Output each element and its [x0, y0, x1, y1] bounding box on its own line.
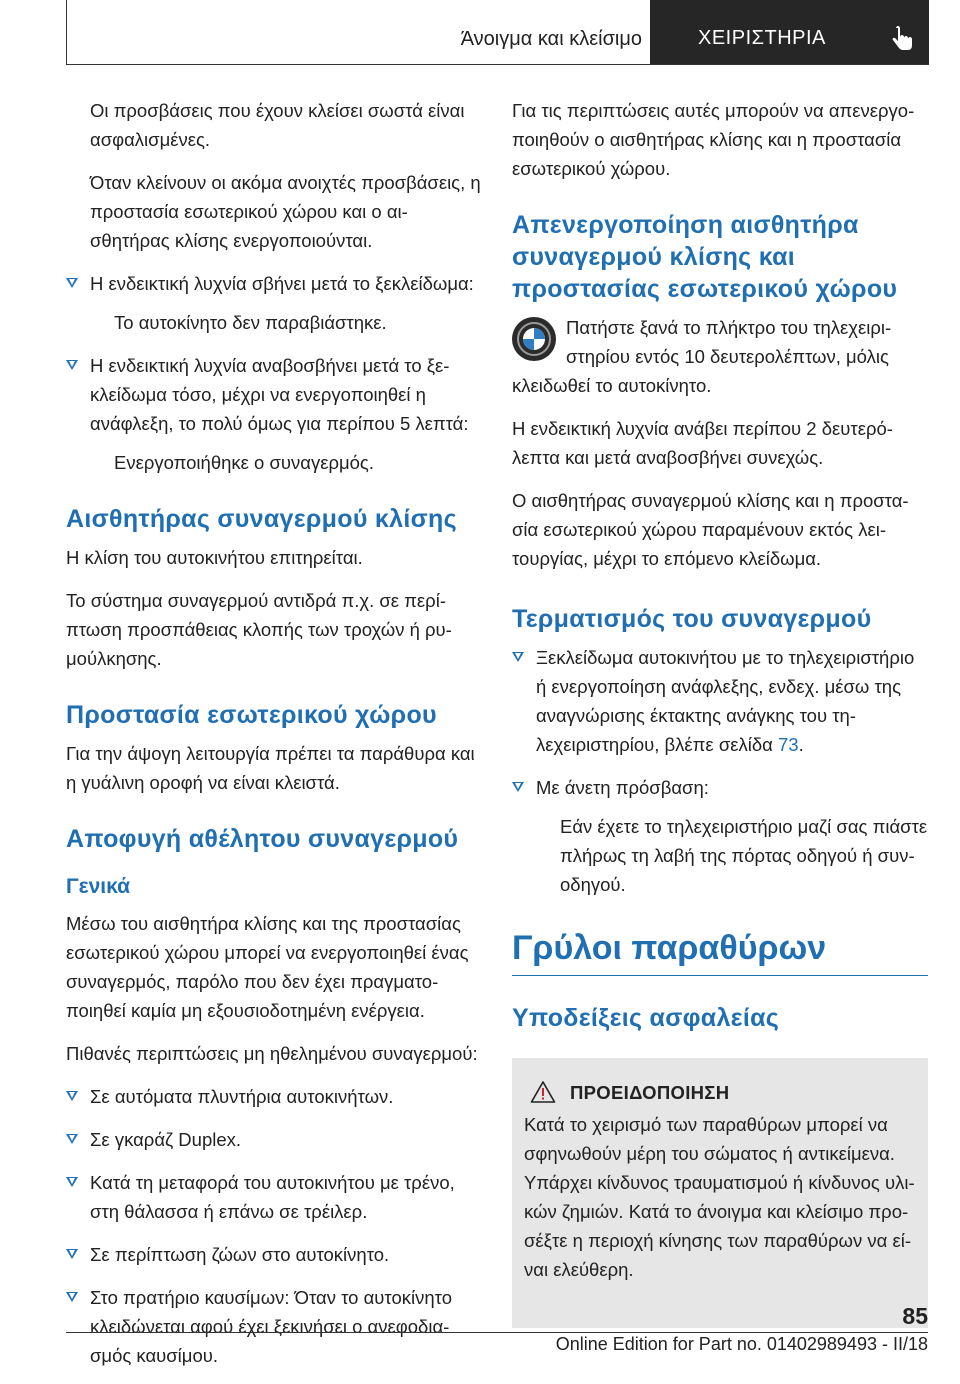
warning-triangle-icon	[530, 1080, 556, 1109]
right-column	[512, 96, 928, 1328]
list-item-text: Σε γκαράζ Duplex.	[90, 1129, 242, 1150]
paragraph: Μέσω του αισθητήρα κλίσης και της προστασίας εσωτερικού χώρου μπορεί να ενεργοποιηθεί ένας συναγερμός, παρόλο που δεν έχει πραγματοποιηθεί καμία μη εξουσιοδοτημένη ενέργεια.	[66, 913, 469, 1021]
list-item-text: Σε αυτόματα πλυντήρια αυτοκινήτων.	[90, 1086, 394, 1107]
list-item-text-tail: .	[798, 734, 804, 755]
heading-deactivate: Απενεργοποίηση αισθητήρα συναγερμού κλίσης και προστασίας εσωτερικού χώρου	[512, 211, 898, 303]
paragraph: Όταν κλείνουν οι ακόμα ανοιχτές προσβάσεις, η προστασία εσωτερικού χώρου και ο αισθητήρας κλίσης ενεργοποιούνται.	[90, 172, 481, 251]
footer-divider	[66, 1332, 928, 1333]
heading-avoid-alarm: Αποφυγή αθέλητου συναγερμού	[66, 825, 459, 853]
triangle-bullet-icon	[66, 1292, 78, 1302]
paragraph: Πατήστε ξανά το πλήκτρο του τηλεχειριστηρίου εντός 10 δευτερολέπτων, μόλις κλειδωθεί το αυτοκίνητο.	[512, 317, 892, 396]
button-instruction	[512, 313, 928, 400]
triangle-bullet-icon	[66, 278, 78, 288]
page-reference-link[interactable]: 73	[777, 734, 799, 755]
triangle-bullet-icon	[512, 782, 524, 792]
warning-title: ΠΡΟΕΙΔΟΠΟΙΗΣΗ	[570, 1082, 730, 1103]
list-item	[66, 1168, 481, 1226]
heading-safety-notes: Υποδείξεις ασφαλείας	[512, 1004, 780, 1032]
paragraph: Η κλίση του αυτοκινήτου επιτηρείται.	[66, 547, 363, 568]
paragraph: Το σύστημα συναγερμού αντιδρά π.χ. σε περίπτωση προσπάθειας κλοπής των τροχών ή ρυμούλκησης.	[66, 590, 452, 669]
list-item-sub: Εάν έχετε το τηλεχειριστήριο μαζί σας πιάστε πλήρως τη λαβή της πόρτας οδηγού ή συνοδηγού.	[560, 816, 928, 895]
list-item	[512, 773, 928, 899]
paragraph: Πιθανές περιπτώσεις μη ηθελημένου συναγερμού:	[66, 1043, 478, 1064]
list-item	[66, 1240, 481, 1269]
list-item-sub: Ενεργοποιήθηκε ο συναγερμός.	[114, 452, 374, 473]
list-item-text: Στο πρατήριο καυσίμων: Όταν το αυτοκίνητο κλειδώνεται αφού έχει ξεκινήσει ο ανεφοδιασμός καυσίμου.	[90, 1287, 452, 1366]
triangle-bullet-icon	[66, 360, 78, 370]
list-item	[512, 643, 928, 759]
hand-pointer-icon	[891, 26, 915, 57]
heading-end-alarm: Τερματισμός του συναγερμού	[512, 605, 872, 633]
heading-general: Γενικά	[66, 875, 131, 898]
heading-tilt-sensor: Αισθητήρας συναγερμού κλίσης	[66, 505, 457, 533]
list-item-text: Σε περίπτωση ζώων στο αυτοκίνητο.	[90, 1244, 390, 1265]
list-item-text: Η ενδεικτική λυχνία σβήνει μετά το ξεκλείδωμα:	[90, 273, 474, 294]
list-item-text: Η ενδεικτική λυχνία αναβοσβήνει μετά το ξεκλείδωμα τόσο, μέχρι να ενεργοποιηθεί η ανάφλεξη, το πολύ όμως για περίπου 5 λεπτά:	[90, 355, 469, 434]
left-column	[66, 96, 481, 1384]
triangle-bullet-icon	[66, 1134, 78, 1144]
heading-window-lifts: Γρύλοι παραθύρων	[512, 927, 928, 976]
triangle-bullet-icon	[66, 1177, 78, 1187]
triangle-bullet-icon	[66, 1091, 78, 1101]
list-item-text: Με άνετη πρόσβαση:	[536, 777, 709, 798]
section-tab	[650, 0, 929, 64]
heading-interior-protection: Προστασία εσωτερικού χώρου	[66, 701, 437, 729]
page-header	[66, 0, 929, 65]
page-number: 85	[902, 1303, 928, 1329]
section-label: ΧΕΙΡΙΣΤΗΡΙΑ	[698, 27, 826, 49]
chapter-title: Άνοιγμα και κλείσιμο	[460, 28, 642, 50]
warning-text: Κατά το χειρισμό των παραθύρων μπορεί να σφηνωθούν μέρη του σώματος ή αντικείμενα. Υπάρχει κίνδυνος τραυματισμού ή κίνδυνος υλικών ζημιών. Κατά το άνοιγμα και κλείσιμο προσέξτε η περιοχή κίνησης των παραθύρων να είναι ελεύθερη.	[524, 1114, 915, 1280]
paragraph: Για τις περιπτώσεις αυτές μπορούν να απενεργοποιηθούν ο αισθητήρας κλίσης και η προστασία εσωτερικού χώρου.	[512, 100, 915, 179]
list-item	[66, 1283, 481, 1370]
list-item	[66, 1125, 481, 1154]
list-item-text: Ξεκλείδωμα αυτοκινήτου με το τηλεχειριστήριο ή ενεργοποίηση ανάφλεξης, ενδεχ. μέσω της αναγνώρισης έκτακτης ανάγκης του τηλεχειριστηρίου, βλέπε σελίδα	[536, 647, 915, 755]
paragraph: Για την άψογη λειτουργία πρέπει τα παράθυρα και η γυάλινη οροφή να είναι κλειστά.	[66, 743, 475, 793]
paragraph: Οι προσβάσεις που έχουν κλείσει σωστά είναι ασφαλισμένες.	[90, 100, 465, 150]
edition-text: Online Edition for Part no. 01402989493 - II/18	[555, 1334, 928, 1354]
bmw-key-button-icon	[512, 317, 556, 361]
list-item-text: Κατά τη μεταφορά του αυτοκινήτου με τρένο, στη θάλασσα ή επάνω σε τρέιλερ.	[90, 1172, 455, 1222]
list-item	[66, 269, 481, 337]
triangle-bullet-icon	[512, 652, 524, 662]
paragraph: Η ενδεικτική λυχνία ανάβει περίπου 2 δευτερόλεπτα και μετά αναβοσβήνει συνεχώς.	[512, 418, 893, 468]
triangle-bullet-icon	[66, 1249, 78, 1259]
paragraph: Ο αισθητήρας συναγερμού κλίσης και η προστασία εσωτερικού χώρου παραμένουν εκτός λειτουργίας, μέχρι το επόμενο κλείδωμα.	[512, 490, 909, 569]
list-item	[66, 1082, 481, 1111]
warning-box	[512, 1058, 928, 1328]
list-item-sub: Το αυτοκίνητο δεν παραβιάστηκε.	[114, 312, 387, 333]
list-item	[66, 351, 481, 477]
